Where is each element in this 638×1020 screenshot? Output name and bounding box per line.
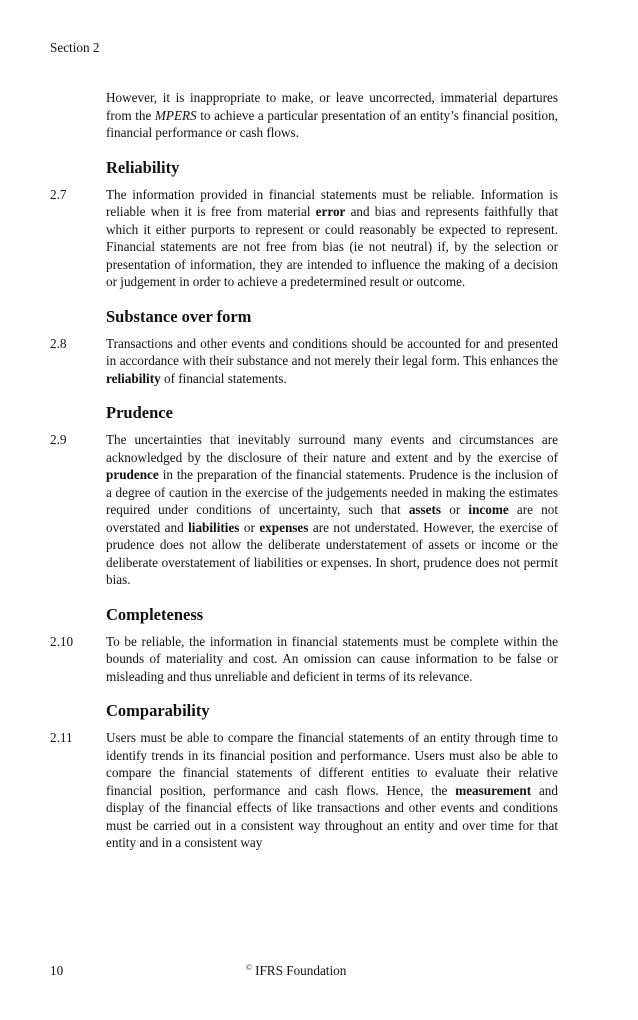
paragraph [50,89,558,142]
paragraph-text [106,729,558,852]
italic-term: MPERS [154,107,197,123]
copyright-notice [246,963,346,979]
text-run: Transactions and other events and conditions should be accounted for and presented in accordance with their substance and not merely their legal form. This enhances the [106,335,558,368]
paragraph [50,431,558,589]
bold-term: liabilities [188,519,240,535]
paragraph-number: 2.8 [50,335,67,351]
text-run: To be reliable, the information in financial statements must be complete within the bounds of materiality and cost. An omission can cause information to be false or misleading and thus unreliable and deficient in terms of its relevance. [106,633,558,684]
bold-term: reliability [106,370,161,386]
bold-term: measurement [455,782,532,798]
text-run: are not overstated and [106,502,558,535]
paragraph-text [106,186,558,291]
text-run: of financial statements. [160,370,287,386]
paragraph-number: 2.10 [50,633,74,649]
bold-term: expenses [259,519,309,535]
copyright-symbol: © [246,963,253,972]
copyright-text: IFRS Foundation [255,963,347,978]
text-run: in the preparation of the financial statements. Prudence is the inclusion of a degree of caution in the exercise of the judgements needed in making the estimates required under conditions of uncertainty, such that [106,467,558,517]
paragraph-number: 2.9 [50,432,67,447]
paragraph-text [106,335,558,388]
bold-term: income [468,502,509,517]
section-heading: Prudence [106,403,173,422]
text-run: and display of the financial effects of like transactions and other events and conditions must be carried out in a consistent way throughout an entity and over time for that entity and in a consistent way [106,782,558,850]
section-heading: Reliability [106,157,180,177]
paragraph-text [106,633,558,686]
document-body [50,89,558,852]
text-run: Users must be able to compare the financial statements of an entity through time to identify trends in its financial position and performance. Users must also be able to compare the financial statements of different entities to evaluate their relative financial position, performance and cash flows. Hence, the [106,730,558,798]
paragraph-number: 2.7 [50,186,67,202]
bold-term: prudence [106,467,159,482]
section-heading: Completeness [106,604,204,624]
paragraph [50,335,558,388]
paragraph [50,633,558,686]
paragraph-text [106,89,558,142]
bold-term: assets [408,502,442,517]
text-run: and bias and represents faithfully that which it either purports to represent or could reasonably be expected to represent. Financial statements are not free from bias (ie not neutral) if, by the selection or presentation of information, they are intended to influence the making of a decision or judgement in order to achieve a predetermined result or outcome. [106,204,558,289]
text-run: The information provided in financial statements must be reliable. Information is reliable when it is free from material [106,186,558,219]
bold-term: error [315,204,346,219]
text-run: The uncertainties that inevitably surround many events and circumstances are acknowledged by the disclosure of their nature and extent and by the exercise of [106,432,558,465]
paragraph [50,186,558,291]
section-label: Section 2 [50,40,100,55]
text-run: or [441,502,469,517]
page-number: 10 [50,963,64,978]
text-run: to achieve a particular presentation of an entity’s financial position, financial performance or cash flows. [106,107,558,140]
paragraph [50,729,558,852]
text-run: However, it is inappropriate to make, or leave uncorrected, immaterial departures from the [106,90,558,123]
paragraph-text [106,431,558,589]
paragraph-number: 2.11 [50,730,73,745]
text-run: or [239,519,260,535]
section-heading: Substance over form [106,306,252,326]
text-run: are not understated. However, the exercise of prudence does not allow the deliberate understatement of assets or income or the deliberate overstatement of liabilities or expenses. In short, prudence does not permit bias. [106,519,558,587]
paragraph-number [50,89,106,142]
section-heading: Comparability [106,701,210,720]
